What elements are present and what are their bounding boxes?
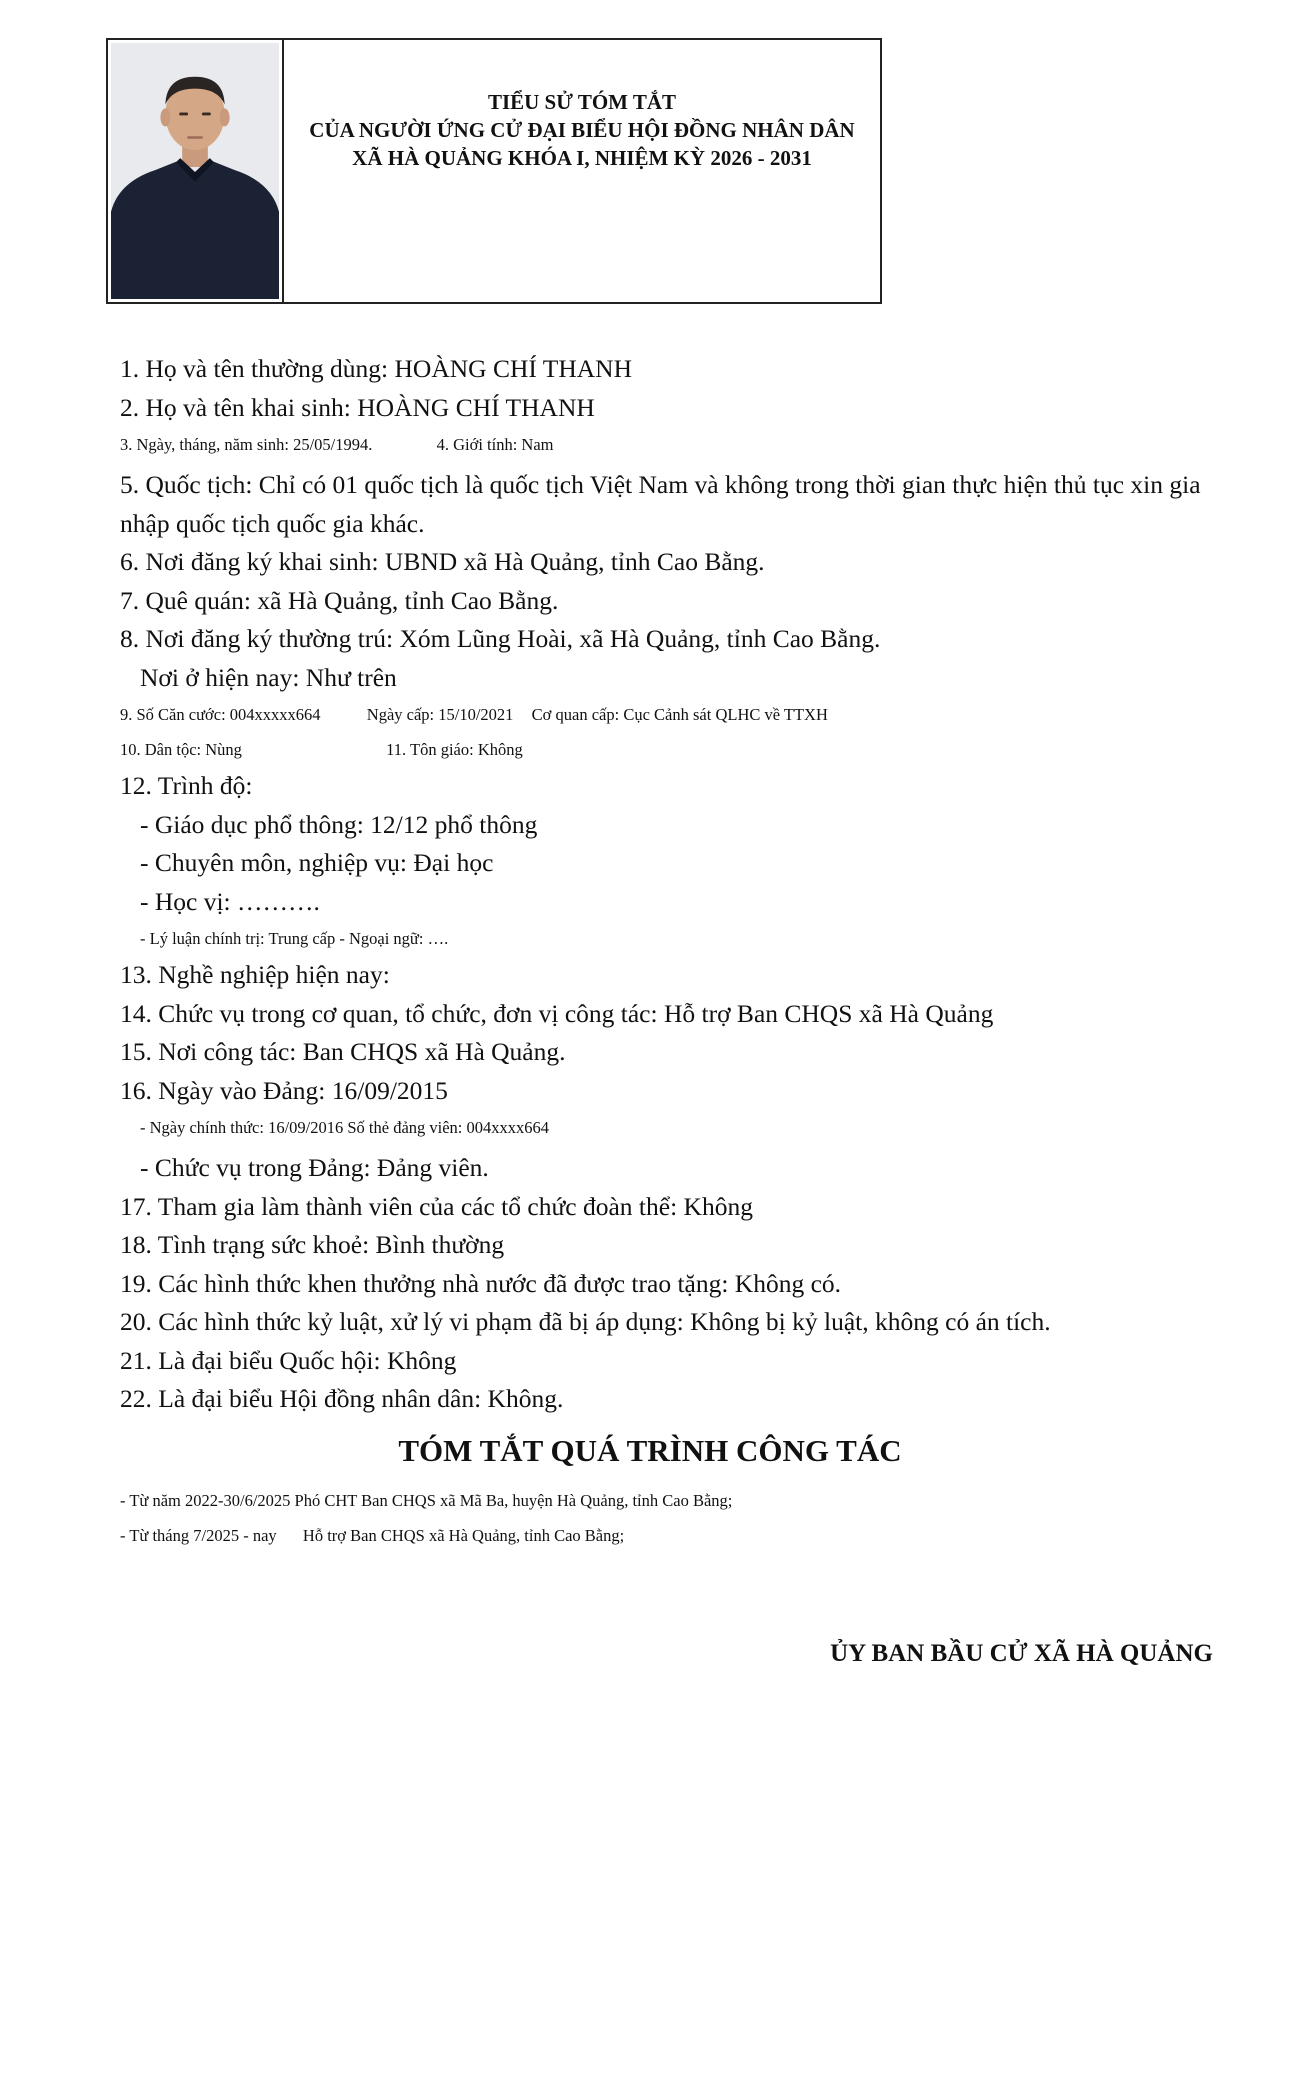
- title-line-1: TIỂU SỬ TÓM TẮT: [487, 90, 677, 114]
- gender: 4. Giới tính: Nam: [436, 435, 554, 454]
- position: 14. Chức vụ trong cơ quan, tổ chức, đơn vị công tác: Hỗ trợ Ban CHQS xã Hà Quảng: [120, 998, 994, 1028]
- health-status: 18. Tình trạng sức khoẻ: Bình thường: [120, 1230, 505, 1259]
- portrait-photo: [111, 43, 279, 299]
- id-issuing-authority: Cơ quan cấp: Cục Cảnh sát QLHC về TTXH: [531, 705, 828, 724]
- education-heading: 12. Trình độ:: [120, 771, 253, 800]
- disciplinary-record: 20. Các hình thức kỷ luật, xử lý vi phạm đã bị áp dụng: Không bị kỷ luật, không có án tích.: [120, 1307, 1051, 1336]
- portrait-frame: [108, 40, 284, 302]
- biography-content: [120, 350, 1220, 1553]
- career-summary-title: TÓM TẮT QUÁ TRÌNH CÔNG TÁC: [398, 1432, 902, 1468]
- date-of-birth: 3. Ngày, tháng, năm sinh: 25/05/1994.: [120, 435, 373, 454]
- party-position: - Chức vụ trong Đảng: Đảng viên.: [140, 1153, 489, 1182]
- nationality: 5. Quốc tịch: Chỉ có 01 quốc tịch là quốc tịch Việt Nam và không trong thời gian thực hiện thủ tục xin gia nhập quốc tịch quốc gia khác.: [120, 470, 1201, 538]
- career-entry: - Từ năm 2022-30/6/2025 Phó CHT Ban CHQS xã Mã Ba, huyện Hà Quảng, tỉnh Cao Bằng;: [120, 1490, 733, 1510]
- career-period: - Từ tháng 7/2025 - nay: [120, 1525, 277, 1545]
- id-number: 9. Số Căn cước: 004xxxxx664: [120, 705, 321, 724]
- peoples-council-delegate: 22. Là đại biểu Hội đồng nhân dân: Không.: [120, 1384, 564, 1413]
- party-official-date: - Ngày chính thức: 16/09/2016 Số thẻ đảng viên: 004xxxx664: [140, 1118, 550, 1137]
- awards: 19. Các hình thức khen thưởng nhà nước đã được trao tặng: Không có.: [120, 1268, 842, 1298]
- general-education: - Giáo dục phổ thông: 12/12 phổ thông: [140, 809, 538, 839]
- national-assembly-delegate: 21. Là đại biểu Quốc hội: Không: [120, 1345, 457, 1375]
- birth-registration-place: 6. Nơi đăng ký khai sinh: UBND xã Hà Quảng, tỉnh Cao Bằng.: [120, 547, 765, 576]
- id-issue-date: Ngày cấp: 15/10/2021: [366, 705, 514, 724]
- political-theory-language: - Lý luận chính trị: Trung cấp - Ngoại ngữ: ….: [140, 929, 449, 948]
- occupation: 13. Nghề nghiệp hiện nay:: [120, 960, 390, 989]
- organization-membership: 17. Tham gia làm thành viên của các tổ chức đoàn thể: Không: [120, 1191, 753, 1221]
- ethnicity-religion-row: [120, 732, 1220, 767]
- permanent-residence: 8. Nơi đăng ký thường trú: Xóm Lũng Hoài, xã Hà Quảng, tỉnh Cao Bằng.: [120, 624, 881, 653]
- ethnicity: 10. Dân tộc: Nùng: [120, 740, 242, 759]
- document-title: [284, 40, 880, 302]
- birth-name: 2. Họ và tên khai sinh: HOÀNG CHÍ THANH: [120, 392, 595, 422]
- professional-qualification: - Chuyên môn, nghiệp vụ: Đại học: [140, 848, 494, 877]
- career-role: Hỗ trợ Ban CHQS xã Hà Quảng, tỉnh Cao Bằng;: [302, 1525, 625, 1545]
- career-entry: [120, 1518, 1220, 1553]
- common-name: 1. Họ và tên thường dùng: HOÀNG CHÍ THANH: [120, 354, 633, 383]
- party-join-date: 16. Ngày vào Đảng: 16/09/2015: [120, 1075, 448, 1105]
- id-card-row: [120, 697, 1220, 732]
- header-box: [106, 38, 882, 304]
- election-committee-signature: ỦY BAN BẦU CỬ XÃ HÀ QUẢNG: [830, 1640, 1213, 1667]
- workplace: 15. Nơi công tác: Ban CHQS xã Hà Quảng.: [120, 1037, 566, 1066]
- academic-degree: - Học vị: ……….: [140, 886, 320, 916]
- hometown: 7. Quê quán: xã Hà Quảng, tỉnh Cao Bằng.: [120, 585, 559, 615]
- title-line-3: XÃ HÀ QUẢNG KHÓA I, NHIỆM KỲ 2026 - 2031: [352, 146, 812, 170]
- title-line-2: CỦA NGƯỜI ỨNG CỬ ĐẠI BIỂU HỘI ĐỒNG NHÂN DÂN: [309, 118, 855, 142]
- dob-gender-row: [120, 427, 1220, 462]
- current-residence: Nơi ở hiện nay: Như trên: [140, 662, 397, 692]
- religion: 11. Tôn giáo: Không: [386, 740, 523, 759]
